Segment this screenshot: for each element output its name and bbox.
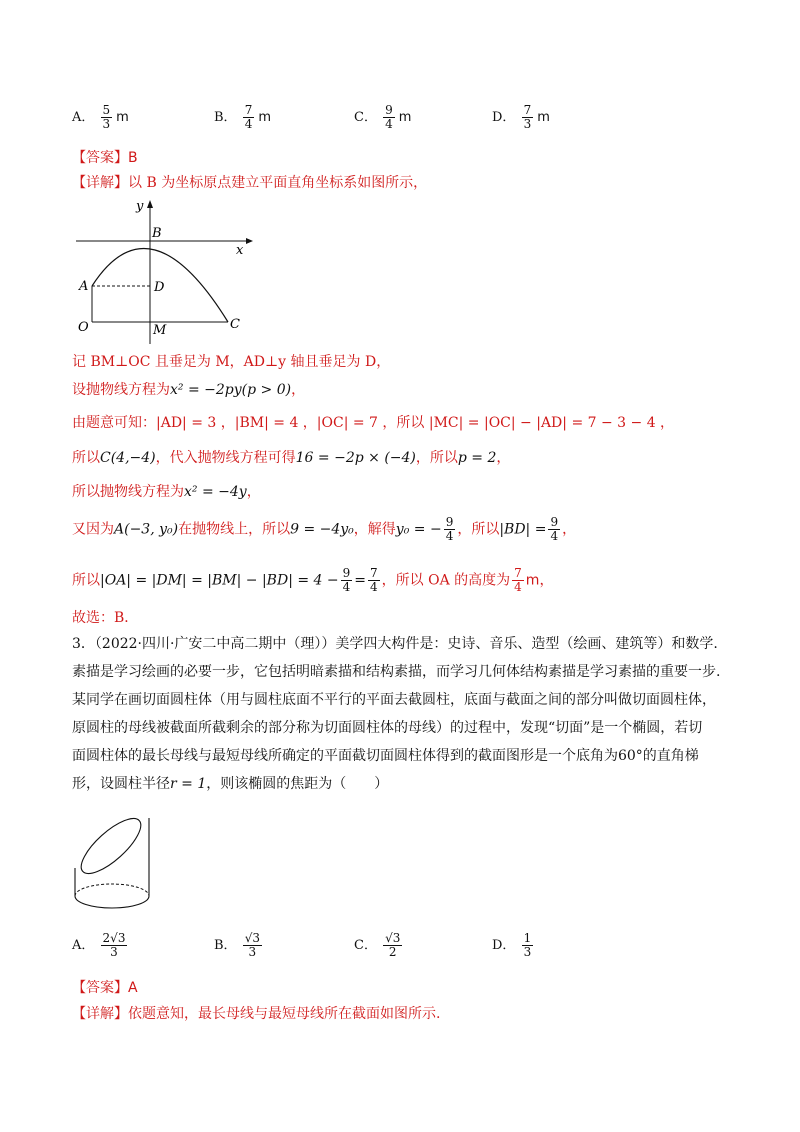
- answer-value: A: [128, 980, 138, 996]
- answer-label: 【答案】: [72, 980, 128, 996]
- label-y: y: [136, 199, 144, 214]
- option-letter: D．: [492, 110, 516, 125]
- option-fraction: $\frac{7}{3}$: [523, 103, 532, 131]
- label-x: x: [236, 243, 244, 258]
- q3-answer-line: [72, 978, 138, 998]
- option-fraction: $\frac{1}{3}$: [523, 931, 532, 959]
- answer-label: 【答案】: [72, 150, 128, 166]
- option-b: B． $\frac{7}{4}$ m: [214, 103, 272, 131]
- option-fraction: $\frac{√3}{2}$: [385, 931, 401, 959]
- option-fraction: $\frac{9}{4}$: [385, 103, 393, 131]
- detail-label: 【详解】: [72, 175, 128, 191]
- option-fraction: $\frac{5}{3}$: [102, 103, 111, 131]
- option-letter: C．: [354, 110, 377, 125]
- answer-line: [72, 148, 138, 168]
- q3-line-1: 3．（2022·四川·广安二中高二期中（理））美学四大构件是：史诗、音乐、造型（绘画、建筑等）和数学.: [72, 636, 718, 652]
- option-c: C． $\frac{9}{4}$ m: [354, 103, 412, 131]
- option-fraction: $\frac{2√3}{3}$: [102, 931, 126, 959]
- solution-line-1: 记 BM⊥OC 且垂足为 M，AD⊥y 轴且垂足为 D，: [72, 354, 391, 370]
- solution-line-4: 所以C(4,−4)，代入抛物线方程可得16 = −2p × (−4)，所以p = 2，: [72, 450, 511, 466]
- q3-line-5: 面圆柱体的最长母线与最短母线所确定的平面截切面圆柱体得到的截面图形是一个底角为60°的直角梯: [72, 748, 699, 764]
- solution-line-6: 又因为A(−3, y₀)在抛物线上，所以9 = −4y₀，解得y₀ = − $\frac{9}{4}$ ，所以|BD| = $\frac{9}{4}$ ，: [72, 515, 577, 543]
- detail-text: 以 B 为坐标原点建立平面直角坐标系如图所示，: [128, 175, 428, 191]
- option-letter: B．: [214, 110, 237, 125]
- q3-line-2: 素描是学习绘画的必要一步，它包括明暗素描和结构素描，而学习几何体结构素描是学习素描的重要一步.: [72, 664, 721, 680]
- solution-line-2: 设抛物线方程为x² = −2py(p > 0)，: [72, 382, 306, 398]
- option-a: A． $\frac{5}{3}$ m: [72, 103, 129, 131]
- option-letter: A．: [72, 110, 95, 125]
- label-o: O: [78, 320, 89, 335]
- solution-line-3: 由题意可知：|AD| = 3 ，|BM| = 4 ，|OC| = 7 ，所以 |MC| = |OC| − |AD| = 7 − 3 − 4 ，: [72, 415, 675, 431]
- option-fraction: $\frac{√3}{3}$: [244, 931, 260, 959]
- q3-option-d: D． $\frac{1}{3}$: [492, 931, 532, 959]
- detail-label: 【详解】: [72, 1006, 128, 1022]
- y-axis-arrow: [147, 200, 153, 208]
- label-c: C: [230, 317, 240, 332]
- q3-option-b: B． $\frac{√3}{3}$: [214, 931, 260, 959]
- q3-detail-line: [72, 1004, 440, 1024]
- cut-ellipse: [73, 810, 148, 882]
- label-m: M: [153, 323, 167, 338]
- label-b: B: [152, 226, 162, 241]
- x-axis-arrow: [246, 238, 253, 244]
- detail-text: 依题意知，最长母线与最短母线所在截面如图所示.: [128, 1006, 441, 1022]
- q3-line-3: 某同学在画切面圆柱体（用与圆柱底面不平行的平面去截圆柱，底面与截面之间的部分叫做切面圆柱体，: [72, 692, 716, 708]
- solution-conclusion: 故选：B．: [72, 610, 139, 626]
- detail-line: [72, 173, 427, 193]
- parabola-figure: [70, 196, 260, 346]
- option-d: D． $\frac{7}{3}$ m: [492, 103, 550, 131]
- option-fraction: $\frac{7}{4}$: [244, 103, 253, 131]
- q3-option-c: C． $\frac{√3}{2}$: [354, 931, 401, 959]
- base-back-arc: [75, 884, 149, 896]
- q3-line-4: 原圆柱的母线被截面所截剩余的部分称为切面圆柱体的母线）的过程中，发现“切面”是一个椭圆，若切: [72, 720, 703, 736]
- q3-option-a: A． $\frac{2√3}{3}$: [72, 931, 126, 959]
- base-front-arc: [75, 896, 149, 908]
- q3-line-6: 形，设圆柱半径r = 1，则该椭圆的焦距为（ ）: [72, 776, 389, 792]
- label-d: D: [154, 280, 165, 295]
- solution-line-5: 所以抛物线方程为x² = −4y，: [72, 484, 261, 500]
- parabola-equation: x² = −2py(p > 0): [170, 382, 292, 398]
- solution-line-7: 所以|OA| = |DM| = |BM| − |BD| = 4 − $\frac{9}{4}$ = $\frac{7}{4}$ ，所以 OA 的高度为 $\frac{7}{4}$ m，: [72, 566, 554, 594]
- label-a: A: [79, 279, 89, 294]
- cylinder-figure: [66, 808, 166, 924]
- answer-value: B: [128, 150, 138, 166]
